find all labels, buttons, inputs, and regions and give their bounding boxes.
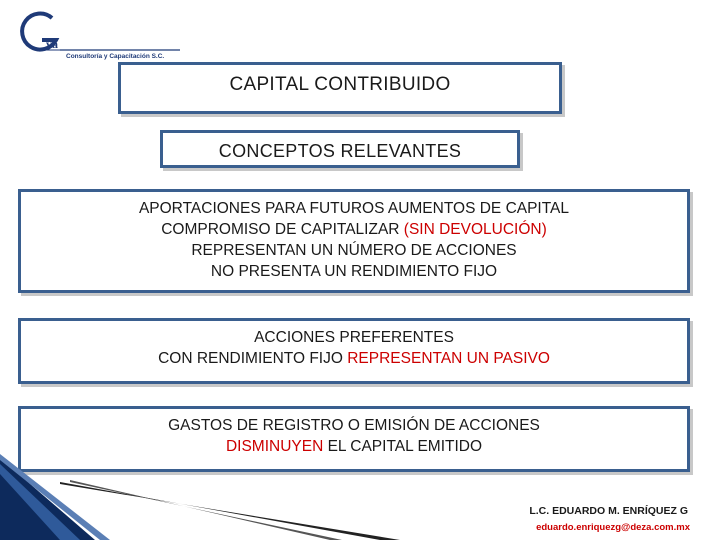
page-title-box <box>118 62 562 114</box>
concept-line: ACCIONES PREFERENTES <box>254 329 454 346</box>
subtitle: CONCEPTOS RELEVANTES <box>218 141 462 161</box>
logo-tagline: Consultoría y Capacitación S.C. <box>66 53 165 60</box>
concept-text: EL CAPITAL EMITIDO <box>323 438 483 455</box>
concept-box-aportaciones <box>18 189 690 293</box>
company-logo <box>12 8 182 60</box>
concept-line: REPRESENTAN UN NÚMERO DE ACCIONES <box>191 242 517 259</box>
highlight-text: DISMINUYEN <box>225 438 324 455</box>
author-name: L.C. EDUARDO M. ENRÍQUEZ G <box>529 505 688 517</box>
author-email: eduardo.enriquezg@deza.com.mx <box>536 522 690 533</box>
page-title: CAPITAL CONTRIBUIDO <box>229 74 451 95</box>
concept-line: NO PRESENTA UN RENDIMIENTO FIJO <box>210 263 498 280</box>
highlight-text: (SIN DEVOLUCIÓN) <box>403 221 547 238</box>
concept-line: APORTACIONES PARA FUTUROS AUMENTOS DE CAPITAL <box>138 200 570 217</box>
concept-line: GASTOS DE REGISTRO O EMISIÓN DE ACCIONES <box>168 417 540 434</box>
concept-text: COMPROMISO DE CAPITALIZAR <box>161 221 404 238</box>
subtitle-box <box>160 130 520 168</box>
logo-g-mark-icon <box>12 8 72 56</box>
concept-line <box>21 219 687 240</box>
highlight-text: REPRESENTAN UN PASIVO <box>347 350 550 367</box>
logo-initials: va <box>46 37 58 51</box>
concept-text: CON RENDIMIENTO FIJO <box>158 350 348 367</box>
concept-line <box>21 348 687 369</box>
concept-box-acciones-preferentes <box>18 318 690 384</box>
